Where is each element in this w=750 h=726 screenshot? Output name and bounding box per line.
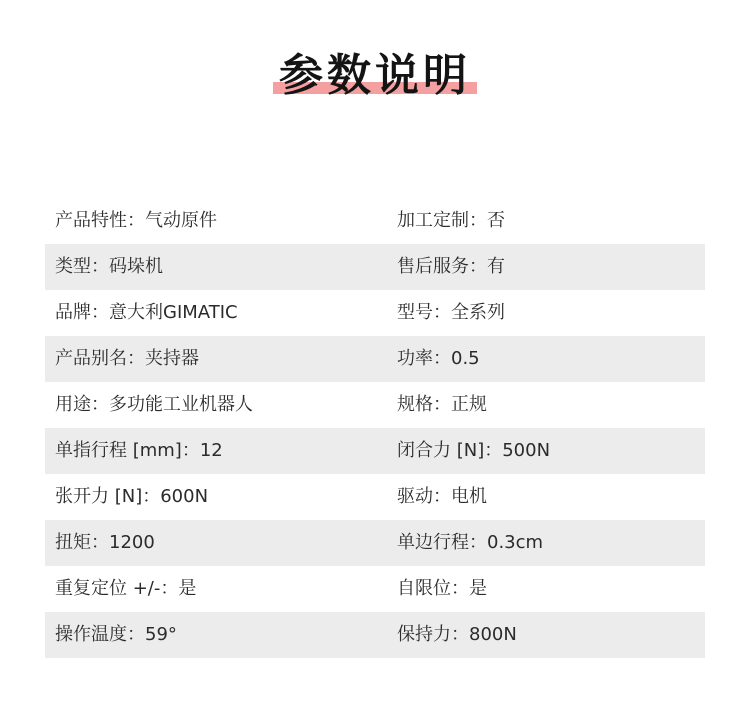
spec-cell-right: 规格：正规 — [397, 394, 487, 415]
spec-cell-right: 售后服务：有 — [397, 256, 505, 277]
spec-cell-left: 单指行程 [mm]：12 — [55, 440, 223, 461]
spec-cell-right: 加工定制：否 — [397, 210, 505, 231]
spec-cell-right: 功率：0.5 — [397, 348, 480, 369]
page-title-section — [0, 0, 750, 110]
table-row — [45, 520, 705, 566]
spec-cell-right: 闭合力 [N]：500N — [397, 440, 551, 461]
spec-cell-left: 操作温度：59° — [55, 624, 177, 645]
table-row — [45, 198, 705, 244]
spec-cell-left: 重复定位 +/-：是 — [55, 578, 197, 599]
table-row — [45, 290, 705, 336]
page-title: 参数说明 — [279, 50, 471, 101]
spec-cell-right: 驱动：电机 — [397, 486, 487, 507]
spec-cell-right: 型号：全系列 — [397, 302, 505, 323]
table-row — [45, 474, 705, 520]
spec-cell-left: 产品别名：夹持器 — [55, 348, 199, 369]
spec-cell-left: 产品特性：气动原件 — [55, 210, 217, 231]
table-row — [45, 244, 705, 290]
table-row — [45, 612, 705, 658]
spec-cell-left: 扭矩：1200 — [55, 532, 155, 553]
spec-cell-left: 类型：码垛机 — [55, 256, 163, 277]
table-row — [45, 382, 705, 428]
spec-cell-right: 保持力：800N — [397, 624, 517, 645]
spec-cell-right: 单边行程：0.3cm — [397, 532, 544, 553]
spec-cell-left: 张开力 [N]：600N — [55, 486, 209, 507]
page-title-wrapper — [279, 52, 471, 100]
table-row — [45, 428, 705, 474]
specification-table — [45, 198, 705, 658]
spec-cell-right: 自限位：是 — [397, 578, 487, 599]
spec-cell-left: 品牌：意大利GIMATIC — [55, 302, 238, 323]
spec-cell-left: 用途：多功能工业机器人 — [55, 394, 253, 415]
table-row — [45, 566, 705, 612]
table-row — [45, 336, 705, 382]
